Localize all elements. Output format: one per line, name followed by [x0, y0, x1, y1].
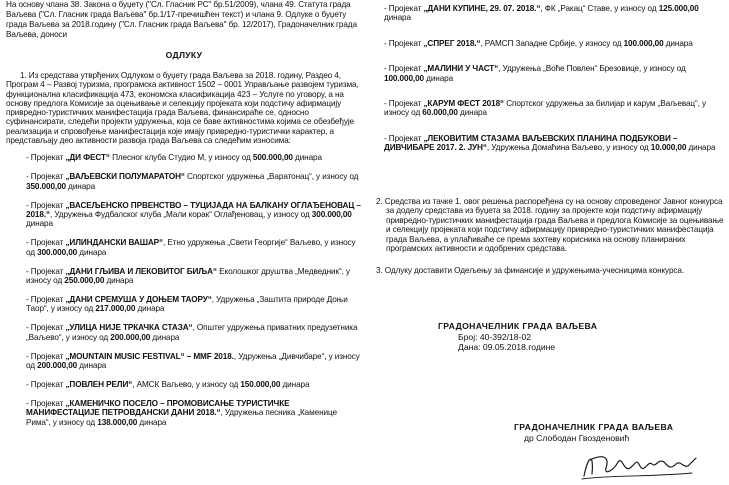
- signature-block: [514, 422, 714, 443]
- project-entry: - Пројекат „КАРУМ ФЕСТ 2018“ Спортског удружења за билијар и карум „Ваљевац“, у износу од 60.000,00 динара: [384, 99, 706, 118]
- left-column: [6, 0, 362, 427]
- project-entry: - Пројекат „ВАСЕЉЕНСКО ПРВЕНСТВО – ТУЦИЈАДА НА БАЛКАНУ ОГЛАЂЕНОВАЦ – 2018.“, Удружења Фудбалског клуба „Мали корак“ Оглађеновац, у износу од 300.000,00 динара: [26, 200, 361, 229]
- project-entry: - Пројекат „ИЛИНДАНСКИ ВАШАР“, Етно удружења „Свети Георгије“ Ваљево, у износу од 300.000,00 динара: [26, 238, 356, 257]
- project-entry: - Пројекат „МАЛИНИ У ЧАСТ“, Удружења „Воће Повлен“ Брезовице, у износу од 100.000,00 динара: [384, 64, 686, 83]
- project-entry: - Пројекат „ПОВЛЕН РЕЛИ“, АМСК Ваљево, у износу од 150.000,00 динара: [26, 379, 310, 389]
- project-entry: - Пројекат „MOUNTAIN MUSIC FESTIVAL“ – MMF 2018., Удружења „Дивчибаре“, у износу од 200.000,00 динара: [26, 351, 360, 370]
- item-1-text: 1. Из средстава утврђених Одлуком о буџету града Ваљева за 2018. годину, Раздео 4, Програм 4 – Развој туризма, програмска активност 1502 – 0001 Управљање развојем туризма, функционална класификација 473, економска класификација 423 – Услуге по уговору, а на основу предлога Комисије за оцењивање и селекцију пројеката који подстичу афирмацију привредно-туристичких манифестација града Ваљева, финансираће се, односно суфинансирати, следећи пројекти удружења, која се баве активностима којима се обезбеђује реализација и спровођење манифестација које имају привредно-туристички карактер, а представљају део активности развоја града Ваљева са следећим износима:: [6, 71, 359, 146]
- project-entry: - Пројекат „КАМЕНИЧКО ПОСЕЛО – ПРОМОВИСАЊЕ ТУРИСТИЧКЕ МАНИФЕСТАЦИЈЕ ПЕТРОВДАНСКИ ДАНИ 2018.“, Удружења песника „Каменице Рима“, у износу од 138.000,00 динара: [26, 398, 337, 427]
- project-entry: - Пројекат „ДАНИ ГЉИВА И ЛЕКОВИТОГ БИЉА“ Еколошког друштва „Медведник“, у износу од 250.000,00 динара: [26, 266, 350, 286]
- right-project-list: [370, 4, 725, 153]
- project-entry: - Пројекат „ВАЉЕВСКИ ПОЛУМАРАТОН“ Спортског удружења „Варатонац“, у износу од 350.000,00 динара: [26, 172, 359, 191]
- project-entry: - Пројекат „СПРЕГ 2018.“, РАМСП Западне Србије, у износу од 100.000,00 динара: [384, 38, 693, 48]
- project-entry: - Пројекат „ДАНИ КУПИНЕ, 29. 07. 2018.“, ФК „Ракац“ Ставе, у износу од 125.000,00 динара: [384, 4, 699, 23]
- document-title: ОДЛУКУ: [165, 50, 203, 60]
- handwritten-signature: [580, 446, 700, 482]
- document-date: Дана: 09.05.2018.године: [458, 342, 556, 352]
- item-3-text: 3. Одлуку доставити Одељењу за финансије и удружењима-учесницима конкурса.: [376, 265, 685, 275]
- project-entry: - Пројекат „ДИ ФЕСТ“ Плесног клуба Студио М, у износу од 500.000,00 динара: [26, 153, 322, 163]
- signature-underline: [582, 473, 692, 479]
- mayor-heading-2: ГРАДОНАЧЕЛНИК ГРАДА ВАЉЕВА: [514, 422, 674, 432]
- mayor-heading: ГРАДОНАЧЕЛНИК ГРАДА ВАЉЕВА: [438, 321, 598, 331]
- left-project-list: [6, 153, 362, 427]
- project-entry: - Пројекат „ЛЕКОВИТИМ СТАЗАМА ВАЉЕВСКИХ ПЛАНИНА ПОДБУКОВИ – ДИВЧИБАРЕ 2017. 2. ЈУН“, Удружења Домаћина Ваљево, у износу од 10.000,00 динара: [384, 133, 716, 153]
- right-column: [370, 0, 725, 275]
- item-2-text: 2. Средства из тачке 1. овог решења распоређена су на основу спроведеног Јавног конкурса за доделу средстава из буџета за 2018. годину за пројекте који подстичу афирмацију привредно-туристичких манифестација града Ваљева и предлога Комисије за оцењивање и селекцију пројеката који подстичу афирмацију привредно-туристичких манифестација града Ваљева, а уплаћиваће се према захтеву корисника на основу планираних програмских активности и одобрених средстава.: [376, 196, 724, 254]
- signature-stroke: [584, 457, 696, 476]
- signature-block-header: [438, 321, 678, 353]
- project-entry: - Пројекат „ДАНИ СРЕМУША У ДОЊЕМ ТАОРУ“, Удружења „Заштита природе Доњи Таор“, у износу од 217.000,00 динара: [26, 294, 348, 314]
- document-number: Број: 40-392/18-02: [458, 331, 532, 342]
- mayor-name: др Слободан Гвозденовић: [524, 432, 630, 443]
- project-entry: - Пројекат „УЛИЦА НИЈЕ ТРКАЧКА СТАЗА“, Општег удружења приватних предузетника „Ваљево“, у износу од 200.000,00 динара: [26, 323, 358, 342]
- preamble: На основу члана 38. Закона о буџету ("Сл. Гласник РС" бр.51/2009), члана 49. Статута града Ваљева ("Сл. Гласник града Ваљева" бр.1/17-пречишћен текст) и члана 9. Одлуке о буџету града Ваљева за 2018.годину ("Сл. Гласник града Ваљева" бр. 12/2017), Градоначелник града Ваљева, доноси: [6, 0, 357, 39]
